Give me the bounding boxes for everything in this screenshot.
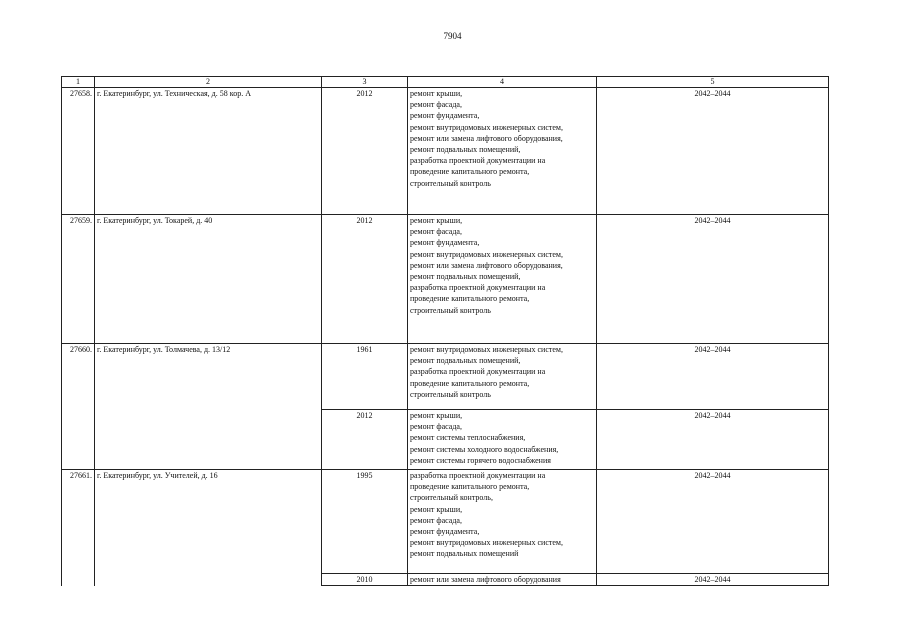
- work-item: ремонт крыши,: [410, 411, 463, 420]
- table-row: [62, 215, 829, 344]
- row-address: г. Екатеринбург, ул. Толмачева, д. 13/12: [95, 344, 322, 410]
- row-number: [62, 574, 95, 586]
- table-row: [62, 88, 829, 215]
- work-item: ремонт или замена лифтового оборудования,: [410, 133, 563, 143]
- row-period: 2042–2044: [597, 410, 829, 470]
- work-item: ремонт крыши,: [410, 216, 463, 225]
- page-number: 7904: [443, 31, 462, 41]
- row-year: 1961: [322, 344, 408, 410]
- work-item: проведение капитального ремонта,: [410, 167, 530, 177]
- work-item: ремонт системы горячего водоснабжения: [410, 455, 551, 465]
- row-year: 2010: [322, 574, 408, 586]
- row-works: [408, 215, 597, 344]
- work-item: ремонт системы теплоснабжения,: [410, 433, 526, 443]
- work-item: строительный контроль: [410, 389, 491, 399]
- repair-schedule-table: [61, 76, 829, 586]
- row-works: [408, 410, 597, 470]
- header-cell-2: 2: [95, 77, 322, 88]
- work-item: разработка проектной документации на: [410, 367, 546, 377]
- row-number: 27661.: [62, 470, 95, 574]
- work-item: ремонт внутридомовых инженерных систем,: [410, 538, 563, 548]
- work-item: ремонт подвальных помещений,: [410, 356, 521, 366]
- work-item: ремонт фасада,: [410, 422, 462, 432]
- row-address: г. Екатеринбург, ул. Техническая, д. 58 кор. А: [95, 88, 322, 215]
- work-item: строительный контроль: [410, 178, 491, 188]
- row-address: г. Екатеринбург, ул. Учителей, д. 16: [95, 470, 322, 574]
- table-header-row: [62, 77, 829, 88]
- header-cell-4: 4: [408, 77, 597, 88]
- work-item: ремонт фундамента,: [410, 527, 480, 537]
- work-item: ремонт внутридомовых инженерных систем,: [410, 249, 563, 259]
- row-address: [95, 410, 322, 470]
- row-period: 2042–2044: [597, 88, 829, 215]
- work-item: разработка проектной документации на: [410, 471, 546, 480]
- work-item: проведение капитального ремонта,: [410, 482, 530, 492]
- row-works: [408, 344, 597, 410]
- work-item: строительный контроль: [410, 305, 491, 315]
- row-period: 2042–2044: [597, 344, 829, 410]
- work-item: ремонт или замена лифтового оборудования,: [410, 260, 563, 270]
- work-item: ремонт фасада,: [410, 515, 462, 525]
- work-item: ремонт подвальных помещений,: [410, 145, 521, 155]
- header-cell-5: 5: [597, 77, 829, 88]
- work-item: ремонт крыши,: [410, 504, 463, 514]
- row-year: 2012: [322, 215, 408, 344]
- work-item: ремонт подвальных помещений: [410, 549, 519, 559]
- work-item: ремонт внутридомовых инженерных систем,: [410, 122, 563, 132]
- work-item: строительный контроль,: [410, 493, 493, 503]
- work-item: проведение капитального ремонта,: [410, 294, 530, 304]
- work-item: ремонт фундамента,: [410, 111, 480, 121]
- row-number: 27658.: [62, 88, 95, 215]
- work-item: ремонт подвальных помещений,: [410, 272, 521, 282]
- row-year: 2012: [322, 410, 408, 470]
- row-number: 27659.: [62, 215, 95, 344]
- row-address: [95, 574, 322, 586]
- row-works: [408, 574, 597, 586]
- row-period: 2042–2044: [597, 470, 829, 574]
- table-row: [62, 574, 829, 586]
- row-year: 2012: [322, 88, 408, 215]
- work-item: ремонт или замена лифтового оборудования: [410, 575, 561, 584]
- row-works: [408, 88, 597, 215]
- work-item: ремонт внутридомовых инженерных систем,: [410, 345, 563, 354]
- row-number: 27660.: [62, 344, 95, 410]
- work-item: разработка проектной документации на: [410, 156, 546, 166]
- header-cell-3: 3: [322, 77, 408, 88]
- work-item: ремонт фасада,: [410, 100, 462, 110]
- work-item: ремонт крыши,: [410, 89, 463, 98]
- row-period: 2042–2044: [597, 574, 829, 586]
- work-item: проведение капитального ремонта,: [410, 378, 530, 388]
- work-item: ремонт системы холодного водоснабжения,: [410, 444, 559, 454]
- row-period: 2042–2044: [597, 215, 829, 344]
- row-works: [408, 470, 597, 574]
- work-item: ремонт фасада,: [410, 227, 462, 237]
- header-cell-1: 1: [62, 77, 95, 88]
- row-number: [62, 410, 95, 470]
- table-row: [62, 410, 829, 470]
- table-row: [62, 344, 829, 410]
- row-address: г. Екатеринбург, ул. Токарей, д. 40: [95, 215, 322, 344]
- work-item: разработка проектной документации на: [410, 283, 546, 293]
- table-row: [62, 470, 829, 574]
- row-year: 1995: [322, 470, 408, 574]
- work-item: ремонт фундамента,: [410, 238, 480, 248]
